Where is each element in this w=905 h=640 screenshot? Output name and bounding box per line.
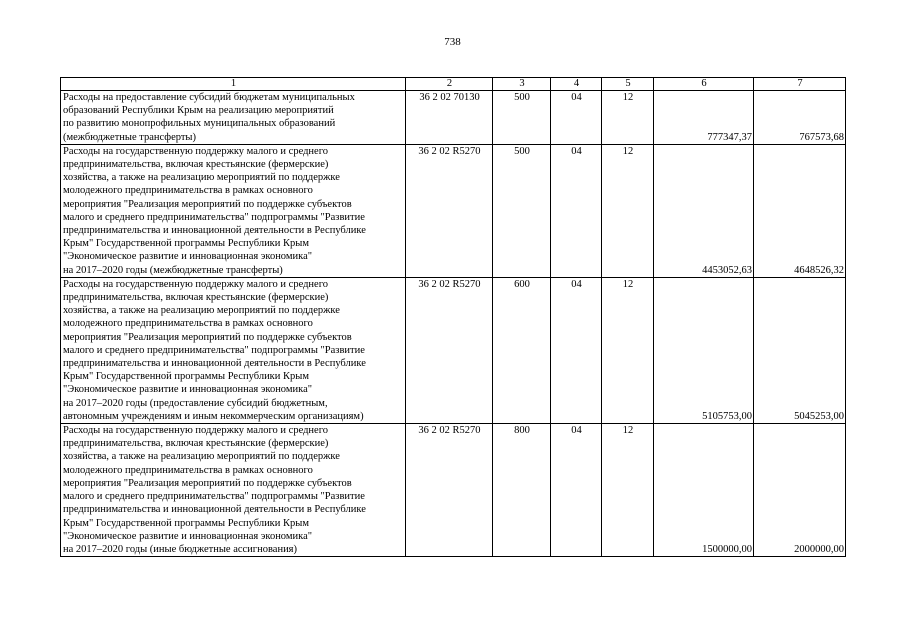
table-row: [61, 144, 846, 277]
column-header: 6: [654, 78, 754, 91]
row-amount-2: 2000000,00: [754, 424, 846, 557]
row-amount-1: 5105753,00: [654, 277, 754, 423]
row-code: 36 2 02 R5270: [406, 424, 493, 557]
row-subsection: 12: [602, 144, 654, 277]
row-subsection: 12: [602, 91, 654, 145]
row-section: 04: [551, 144, 602, 277]
column-header: 3: [493, 78, 551, 91]
column-header: 5: [602, 78, 654, 91]
row-description: Расходы на государственную поддержку малого и среднего предпринимательства, включая крестьянские (фермерские) хозяйства, а также на реализацию мероприятий по поддержке молодежного предпринимательства в рамках основного мероприятия "Реализация мероприятий по поддержке субъектов малого и среднего предпринимательства" подпрограммы "Развитие предпринимательства и инновационной деятельности в Республике Крым" Государственной программы Республики Крым "Экономическое развитие и инновационная экономика" на 2017–2020 годы (предоставление субсидий бюджетным, автономным учреждениям и иным некоммерческим организациям): [61, 277, 406, 423]
row-description: Расходы на государственную поддержку малого и среднего предпринимательства, включая крестьянские (фермерские) хозяйства, а также на реализацию мероприятий по поддержке молодежного предпринимательства в рамках основного мероприятия "Реализация мероприятий по поддержке субъектов малого и среднего предпринимательства" подпрограммы "Развитие предпринимательства и инновационной деятельности в Республике Крым" Государственной программы Республики Крым "Экономическое развитие и инновационная экономика" на 2017–2020 годы (межбюджетные трансферты): [61, 144, 406, 277]
column-header: 2: [406, 78, 493, 91]
row-expense-type: 800: [493, 424, 551, 557]
table-header-row: [61, 78, 846, 91]
row-amount-2: 4648526,32: [754, 144, 846, 277]
row-section: 04: [551, 424, 602, 557]
row-expense-type: 500: [493, 144, 551, 277]
table-row: [61, 91, 846, 145]
row-section: 04: [551, 91, 602, 145]
row-amount-2: 5045253,00: [754, 277, 846, 423]
row-amount-2: 767573,68: [754, 91, 846, 145]
row-code: 36 2 02 70130: [406, 91, 493, 145]
table-row: [61, 277, 846, 423]
row-description: Расходы на государственную поддержку малого и среднего предпринимательства, включая крестьянские (фермерские) хозяйства, а также на реализацию мероприятий по поддержке молодежного предпринимательства в рамках основного мероприятия "Реализация мероприятий по поддержке субъектов малого и среднего предпринимательства" подпрограммы "Развитие предпринимательства и инновационной деятельности в Республике Крым" Государственной программы Республики Крым "Экономическое развитие и инновационная экономика" на 2017–2020 годы (иные бюджетные ассигнования): [61, 424, 406, 557]
column-header: 4: [551, 78, 602, 91]
row-code: 36 2 02 R5270: [406, 144, 493, 277]
row-expense-type: 600: [493, 277, 551, 423]
table-row: [61, 424, 846, 557]
row-amount-1: 4453052,63: [654, 144, 754, 277]
row-section: 04: [551, 277, 602, 423]
column-header: 7: [754, 78, 846, 91]
row-code: 36 2 02 R5270: [406, 277, 493, 423]
row-amount-1: 1500000,00: [654, 424, 754, 557]
page-number: 738: [444, 36, 461, 48]
column-header: 1: [61, 78, 406, 91]
row-subsection: 12: [602, 424, 654, 557]
row-description: Расходы на предоставление субсидий бюджетам муниципальных образований Республики Крым на реализацию мероприятий по развитию монопрофильных муниципальных образований (межбюджетные трансферты): [61, 91, 406, 145]
budget-table: [60, 77, 846, 557]
row-expense-type: 500: [493, 91, 551, 145]
row-amount-1: 777347,37: [654, 91, 754, 145]
row-subsection: 12: [602, 277, 654, 423]
